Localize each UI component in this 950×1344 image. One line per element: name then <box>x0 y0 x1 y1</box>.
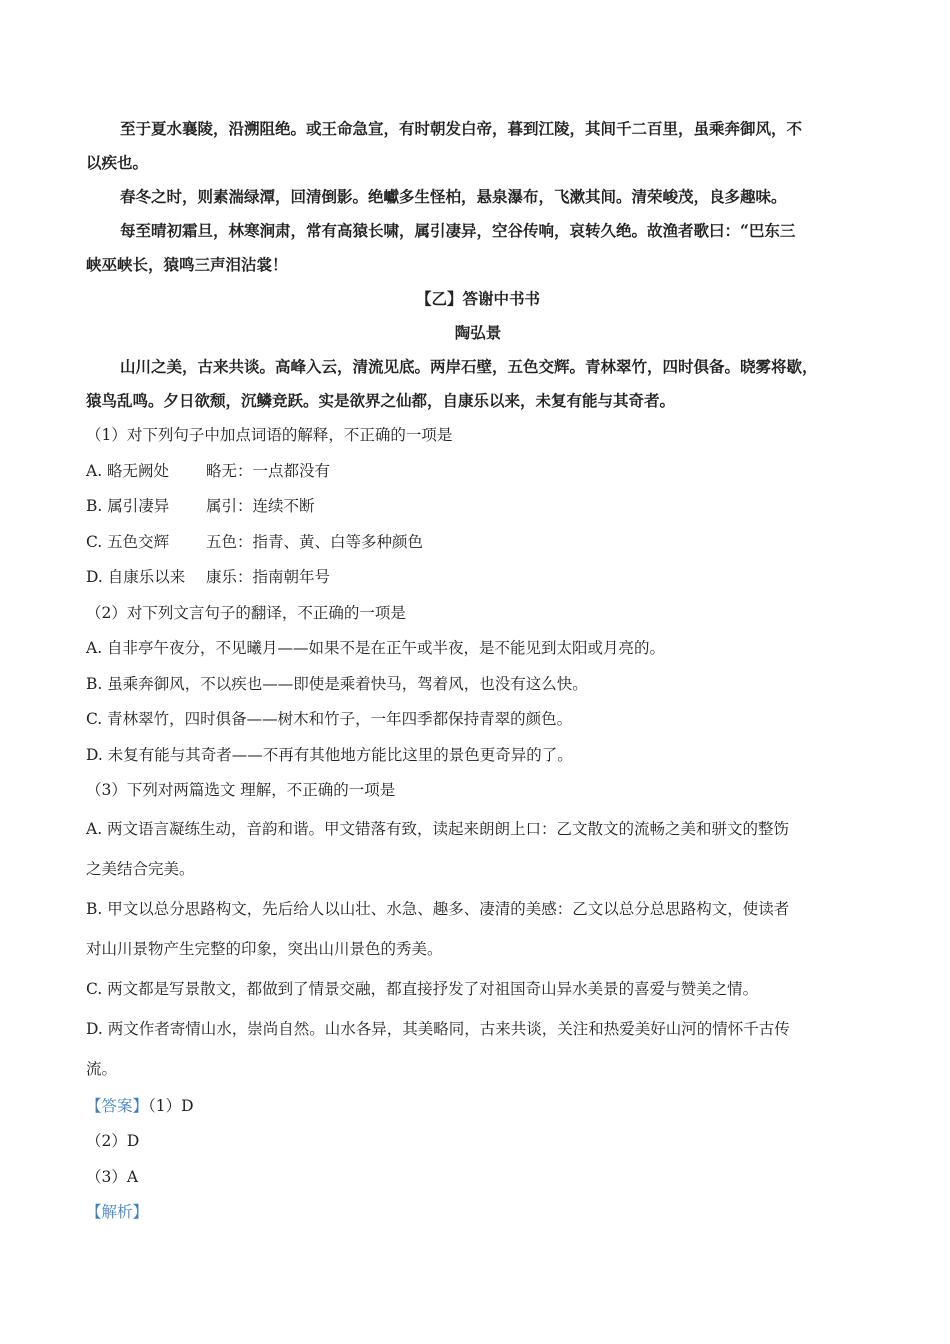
question-1 <box>86 418 870 596</box>
answer-line-1 <box>86 1089 870 1125</box>
passage-yi <box>86 282 870 418</box>
question-3-stem: （3）下列对两篇选文 理解，不正确的一项是 <box>86 781 396 799</box>
analysis-line <box>86 1195 870 1231</box>
option-gloss: 康乐：指南朝年号 <box>206 568 331 586</box>
answer-3: （3）A <box>86 1167 139 1186</box>
question-2-option-b: B. 虽乘奔御风，不以疾也——即使是乘着快马，驾着风，也没有这么快。 <box>86 674 588 693</box>
question-3-option-b-line-1: B. 甲文以总分思路构文，先后给人以山壮、水急、趣多、凄清的美感：乙文以总分总思路构文，使读者 <box>86 899 790 918</box>
document-page <box>86 112 870 1231</box>
option-label: C. 五色交辉 <box>86 532 170 551</box>
question-2-option-d: D. 未复有能与其奇者——不再有其他地方能比这里的景色更奇异的了。 <box>86 745 573 764</box>
answer-section <box>86 1089 870 1231</box>
question-3-option-d-line-2: 流。 <box>86 1059 118 1078</box>
analysis-tag: 【解析】 <box>86 1203 149 1221</box>
question-3-option-a-line-2: 之美结合完美。 <box>86 859 195 878</box>
question-2-option-a: A. 自非亭午夜分，不见曦月——如果不是在正午或半夜，是不能见到太阳或月亮的。 <box>86 639 666 657</box>
passage-jia-line-5: 峡巫峡长，猿鸣三声泪沾裳！ <box>86 255 288 274</box>
answer-tag: 【答案】 <box>86 1096 149 1115</box>
option-gloss: 五色：指青、黄、白等多种颜色 <box>206 532 424 551</box>
option-gloss: 略无：一点都没有 <box>206 461 331 480</box>
question-2-option-c: C. 青林翠竹，四时俱备——树木和竹子，一年四季都保持青翠的颜色。 <box>86 710 573 728</box>
question-3-option-a-line-1: A. 两文语言凝练生动，音韵和谐。甲文错落有致，读起来朗朗上口：乙文散文的流畅之美和骈文的整饬 <box>86 819 790 838</box>
option-gloss: 属引：连续不断 <box>206 497 315 515</box>
question-3-option-c: C. 两文都是写景散文，都做到了情景交融，都直接抒发了对祖国奇山异水美景的喜爱与赞美之情。 <box>86 979 759 998</box>
question-3-option-d-line-1: D. 两文作者寄情山水，崇尚自然。山水各异，其美略同，古来共谈，关注和热爱美好山河的情怀千古传 <box>86 1019 790 1038</box>
question-2 <box>86 596 870 774</box>
question-1-option-d <box>86 560 870 596</box>
question-3 <box>86 773 870 1089</box>
passage-jia-line-2: 以疾也。 <box>86 153 149 172</box>
question-1-option-b <box>86 489 870 525</box>
passage-jia-line-3: 春冬之时，则素湍绿潭，回清倒影。绝巘多生怪柏，悬泉瀑布，飞漱其间。清荣峻茂，良多趣味。 <box>120 187 787 206</box>
option-label: A. 略无阙处 <box>86 461 170 480</box>
passage-jia-line-4: 每至晴初霜旦，林寒涧肃，常有高猿长啸，属引凄异，空谷传响，哀转久绝。故渔者歌曰：“巴东三 <box>120 221 796 240</box>
question-1-option-c <box>86 525 870 561</box>
option-label: B. 属引凄异 <box>86 497 170 515</box>
question-1-stem: （1）对下列句子中加点词语的解释，不正确的一项是 <box>86 426 453 444</box>
answer-2: （2）D <box>86 1132 140 1150</box>
passage-yi-author: 陶弘景 <box>454 323 502 342</box>
question-3-option-b-line-2: 对山川景物产生完整的印象，突出山川景色的秀美。 <box>86 939 443 958</box>
passage-yi-line-2: 猿鸟乱鸣。夕日欲颓，沉鳞竞跃。实是欲界之仙都，自康乐以来，未复有能与其奇者。 <box>86 391 676 410</box>
passage-yi-title: 【乙】答谢中书书 <box>415 289 540 308</box>
passage-jia-line-1: 至于夏水襄陵，沿溯阻绝。或王命急宣，有时朝发白帝，暮到江陵，其间千二百里，虽乘奔御风，不 <box>120 119 803 138</box>
passage-yi-line-1: 山川之美，古来共谈。高峰入云，清流见底。两岸石壁，五色交辉。青林翠竹，四时俱备。晓雾将歇， <box>120 357 818 376</box>
question-1-option-a <box>86 454 870 490</box>
passage-jia <box>86 112 870 282</box>
answer-1: （1）D <box>148 1096 194 1115</box>
option-label: D. 自康乐以来 <box>86 568 186 586</box>
question-2-stem: （2）对下列文言句子的翻译，不正确的一项是 <box>86 603 406 622</box>
